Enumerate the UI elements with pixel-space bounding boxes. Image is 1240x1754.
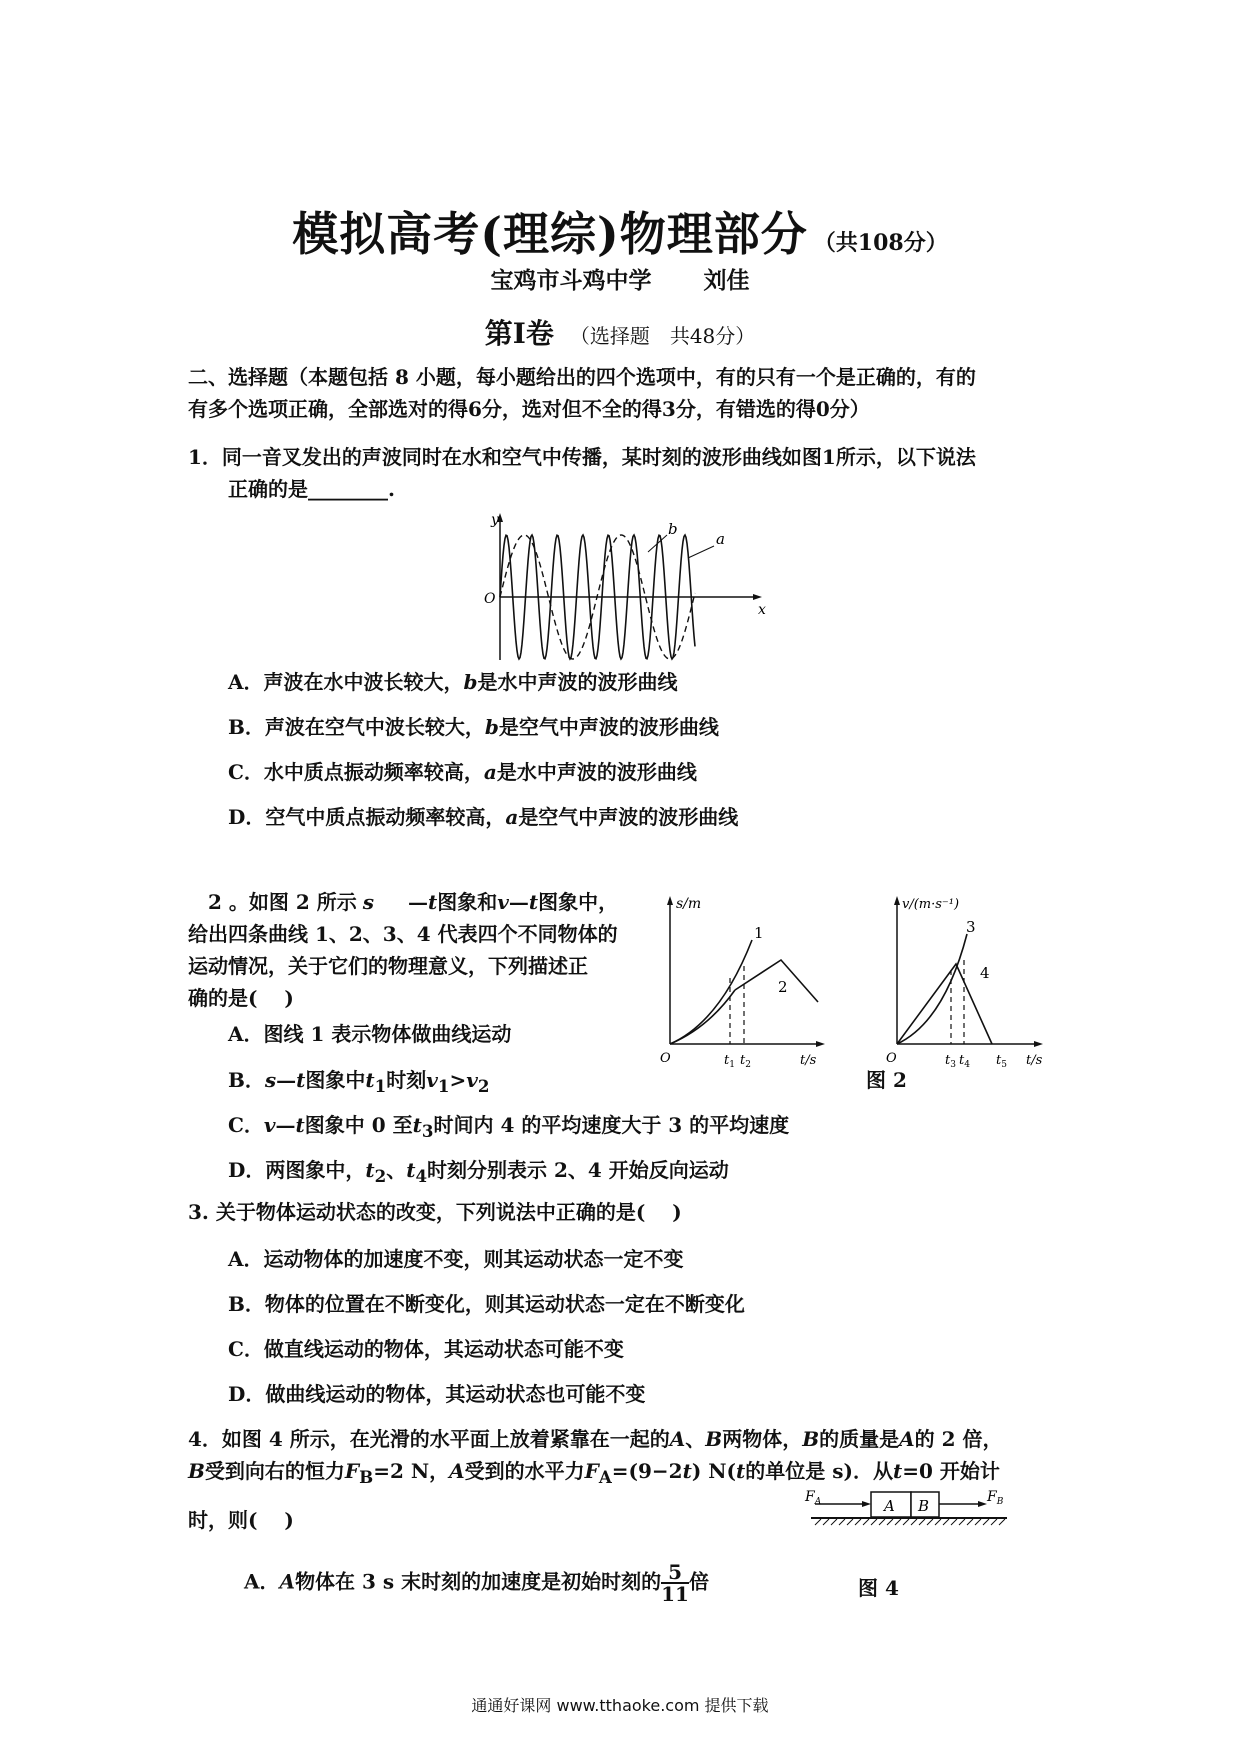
fig4-block-a-label: A [884,1497,895,1515]
q4-l1-text2: 两物体， [722,1427,803,1451]
q4-l1-A: A [669,1427,686,1451]
fig2-left-x-arrow [816,1041,825,1047]
q1-option-d-text1: D．空气中质点振动频率较高， [228,805,506,829]
q4-l2-text2: =2 N， [373,1459,450,1483]
fig2-t5-label: $t_5$ [996,1053,1007,1070]
fig4-force-b-head [978,1501,987,1507]
q2-stem-dash2: — [508,890,529,914]
q1-option-c-var: a [483,760,497,784]
author-name: 刘佳 [703,267,750,294]
fig4-force-a-label: $F_A$ [805,1489,822,1507]
q2-option-b-t-sub: 1 [374,1076,387,1096]
q2-option-d-sep: 、 [386,1158,407,1182]
q2-option-c-dash: — [275,1113,296,1137]
fig1-x-label: x [758,602,766,618]
q4-l2-text6: 的单位是 s)．从 [745,1459,893,1483]
q4-l2-text7: =0 开始计 [902,1459,1000,1483]
q2-option-b-mid: 图象中 [305,1068,366,1092]
figure-4-blocks [795,1481,1015,1531]
q2-stem-line2: 给出四条曲线 1、2、3、4 代表四个不同物体的 [188,922,618,946]
section-instructions-line1: 二、选择题（本题包括 8 小题，每小题给出的四个选项中，有的只有一个是正确的，有的 [188,365,976,389]
q2-stem-text2: 图象和 [437,890,498,914]
q4-l2-B: B [188,1459,205,1483]
q2-option-c-mid: 图象中 0 至 [304,1113,413,1137]
q4-option-a-fraction [661,1562,689,1604]
q2-stem-s: s [362,890,374,914]
fig1-curve-a-label: a [716,530,725,548]
q2-option-d-t2-sub: 2 [374,1166,387,1186]
q2-option-c-v: v [263,1113,276,1137]
fraction-denominator: 11 [661,1582,689,1606]
page-footer: 通通好课网 www.tthaoke.com 提供下载 [471,1696,769,1715]
q1-stem-line1: 1．同一音叉发出的声波同时在水和空气中传播，某时刻的波形曲线如图1所示，以下说法 [188,445,976,469]
fig2-t1-label: $t_1$ [724,1053,735,1070]
school-name: 宝鸡市斗鸡中学 [490,267,652,294]
q4-option-a[interactable] [244,1562,709,1604]
q1-option-c-text2: 是水中声波的波形曲线 [496,760,697,784]
fig2-left-y-arrow [667,896,673,905]
q2-option-b-time: 时刻 [386,1068,427,1092]
fig2-left-x-label: t/s [800,1053,817,1068]
q2-option-c-tt: t [412,1113,422,1137]
fig2-right-origin: O [886,1051,897,1066]
q4-option-a-end: 倍 [688,1569,709,1594]
q4-l1-text4: 的 2 倍， [914,1427,1003,1451]
fig2-t3-label: $t_3$ [945,1053,956,1070]
q4-stem-line3: 时，则( ) [188,1508,294,1532]
q2-option-c[interactable] [228,1109,789,1141]
q1-option-a-text2: 是水中声波的波形曲线 [477,670,678,694]
figure-4-caption: 图 4 [858,1576,899,1600]
q1-option-b-text2: 是空气中声波的波形曲线 [498,715,719,739]
figure-2-caption: 图 2 [866,1068,907,1092]
q2-option-c-prefix: C． [228,1113,264,1137]
q4-option-a-text: 物体在 3 s 末时刻的加速度是初始时刻的 [295,1569,662,1594]
q3-option-d[interactable]: D．做曲线运动的物体，其运动状态也可能不变 [228,1382,646,1406]
fig4-ground-hatch [815,1519,1005,1525]
q1-option-b-text1: B．声波在空气中波长较大， [228,715,485,739]
fig1-x-arrow [753,594,762,600]
q2-option-d-prefix: D．两图象中， [228,1158,366,1182]
q4-l1-text3: 的质量是 [819,1427,900,1451]
q4-l1-B: B [705,1427,723,1451]
q2-stem-t1: t [428,890,438,914]
q2-option-c-end: 时间内 4 的平均速度大于 3 的平均速度 [433,1113,790,1137]
q4-l1-A2: A [899,1427,915,1451]
fig2-left-origin: O [660,1051,671,1066]
author-line [0,262,1240,295]
q3-option-c[interactable]: C．做直线运动的物体，其运动状态可能不变 [228,1337,624,1361]
figure-1-wave-graph [470,510,770,670]
q1-option-c-text1: C．水中质点振动频率较高， [228,760,484,784]
fig2-right-y-label: v/(m·s⁻¹) [902,897,960,912]
q4-l2-F: F [344,1459,360,1483]
q4-l2-F-sub: B [359,1467,374,1487]
q2-option-b[interactable] [228,1064,489,1096]
q3-stem: 3. 关于物体运动状态的改变，下列说法中正确的是( ) [188,1200,682,1224]
q2-option-b-s: s [264,1068,277,1092]
q2-option-b-t: t [296,1068,306,1092]
q2-option-d[interactable] [228,1154,729,1186]
q4-l2-t3: t [892,1459,903,1483]
q4-l2-FA: F [584,1459,599,1483]
fig4-force-b-label: $F_B$ [987,1489,1004,1507]
q4-l2-text5: ) N( [691,1459,737,1483]
q4-l2-text4: =(9−2 [611,1459,683,1483]
q4-l1-text1: 4．如图 4 所示，在光滑的水平面上放着紧靠在一起的 [188,1427,670,1451]
q2-option-d-t2: t [365,1158,375,1182]
q1-option-a-text1: A．声波在水中波长较大， [228,670,464,694]
q2-option-b-tt: t [365,1068,375,1092]
q4-l2-t: t [682,1459,692,1483]
q4-l2-FA-sub: A [598,1467,612,1487]
fig4-block-b-label: B [918,1497,930,1515]
fig2-curve-4 [897,964,992,1044]
fig1-curve-b-label: b [668,520,678,538]
q2-option-b-gt: > [449,1068,467,1092]
q2-option-c-t: t [295,1113,305,1137]
q2-stem-text1: 2 。如图 2 所示 [208,890,357,914]
q4-l2-A: A [449,1459,465,1483]
fig2-curve-2-line [735,960,818,1002]
q2-option-b-v2: v [466,1068,478,1092]
fig2-curve-3 [897,934,967,1044]
fig2-right-x-arrow [1034,1041,1043,1047]
q2-option-d-end: 时刻分别表示 2、4 开始反向运动 [427,1158,729,1182]
fig2-t4-label: $t_4$ [959,1053,970,1070]
q4-l1-sep: 、 [685,1427,706,1451]
q2-stem-t2: t [528,890,539,914]
section-instructions-line2: 有多个选项正确，全部选对的得6分，选对但不全的得3分，有错选的得0分） [188,397,870,421]
volume-title: 第Ⅰ卷 [484,317,554,350]
q1-option-d-text2: 是空气中声波的波形曲线 [518,805,739,829]
q4-option-a-prefix: A． [244,1569,280,1594]
q3-option-a[interactable]: A．运动物体的加速度不变，则其运动状态一定不变 [228,1247,684,1271]
exam-title: 模拟高考(理综)物理部分 [292,207,808,261]
q4-l2-text1: 受到向右的恒力 [204,1459,345,1483]
q2-option-d-t4: t [406,1158,416,1182]
figure-2-graphs [654,882,1064,1072]
q2-option-b-dash: — [276,1068,297,1092]
q1-option-c[interactable] [228,756,697,785]
q4-stem-line1 [188,1423,1002,1455]
fig4-force-a-head [862,1501,871,1507]
q2-stem-line1 [208,886,618,918]
q1-stem-line2: 正确的是________. [228,477,395,501]
fig2-curve-1 [670,940,752,1044]
q2-option-b-prefix: B． [228,1068,265,1092]
q1-option-a[interactable] [228,666,678,695]
q2-option-a[interactable]: A．图线 1 表示物体做曲线运动 [228,1022,512,1046]
q4-l2-text3: 受到的水平力 [464,1459,585,1483]
q2-option-d-t4-sub: 4 [415,1166,428,1186]
fig2-left-y-label: s/m [676,896,702,912]
fig2-t2-label: $t_2$ [740,1053,751,1070]
fig2-curve-1-label: 1 [754,924,764,942]
q4-l2-t2: t [736,1459,746,1483]
volume-heading [0,312,1240,352]
fig1-origin-label: O [484,591,496,607]
q1-option-d-var: a [505,805,519,829]
fig1-label-a-pointer [688,546,714,558]
q2-option-b-v2-sub: 2 [477,1076,490,1096]
q4-option-a-A: A [279,1569,296,1594]
fig2-curve-2-rise [670,990,735,1044]
page-title [0,198,1240,264]
q1-option-b[interactable] [228,711,719,740]
q1-option-b-var: b [484,715,499,739]
volume-note: （选择题 共48分） [569,324,756,348]
exam-score-note: （共108分） [813,230,948,256]
fraction-numerator: 5 [661,1562,689,1584]
q1-option-a-var: b [463,670,478,694]
fig2-curve-4-label: 4 [980,964,990,982]
q2-stem-line3: 运动情况，关于它们的物理意义，下列描述正 [188,954,588,978]
q2-stem-text3: 图象中， [538,890,619,914]
q2-stem-line4: 确的是( ) [188,986,294,1010]
q2-option-b-v1-sub: 1 [437,1076,450,1096]
q3-option-b[interactable]: B．物体的位置在不断变化，则其运动状态一定在不断变化 [228,1292,745,1316]
q2-stem-dash1: — [408,890,428,914]
fig2-right-y-arrow [894,896,900,905]
fig1-y-label: y [491,512,499,528]
q4-l1-B2: B [802,1427,820,1451]
q2-option-c-t-sub: 3 [421,1121,434,1141]
q1-option-d[interactable] [228,801,738,830]
fig2-right-x-label: t/s [1026,1053,1043,1068]
fig2-curve-3-label: 3 [966,918,976,936]
fig2-curve-2-label: 2 [778,978,788,996]
q2-option-b-v1: v [426,1068,438,1092]
q2-stem-v: v [497,890,509,914]
